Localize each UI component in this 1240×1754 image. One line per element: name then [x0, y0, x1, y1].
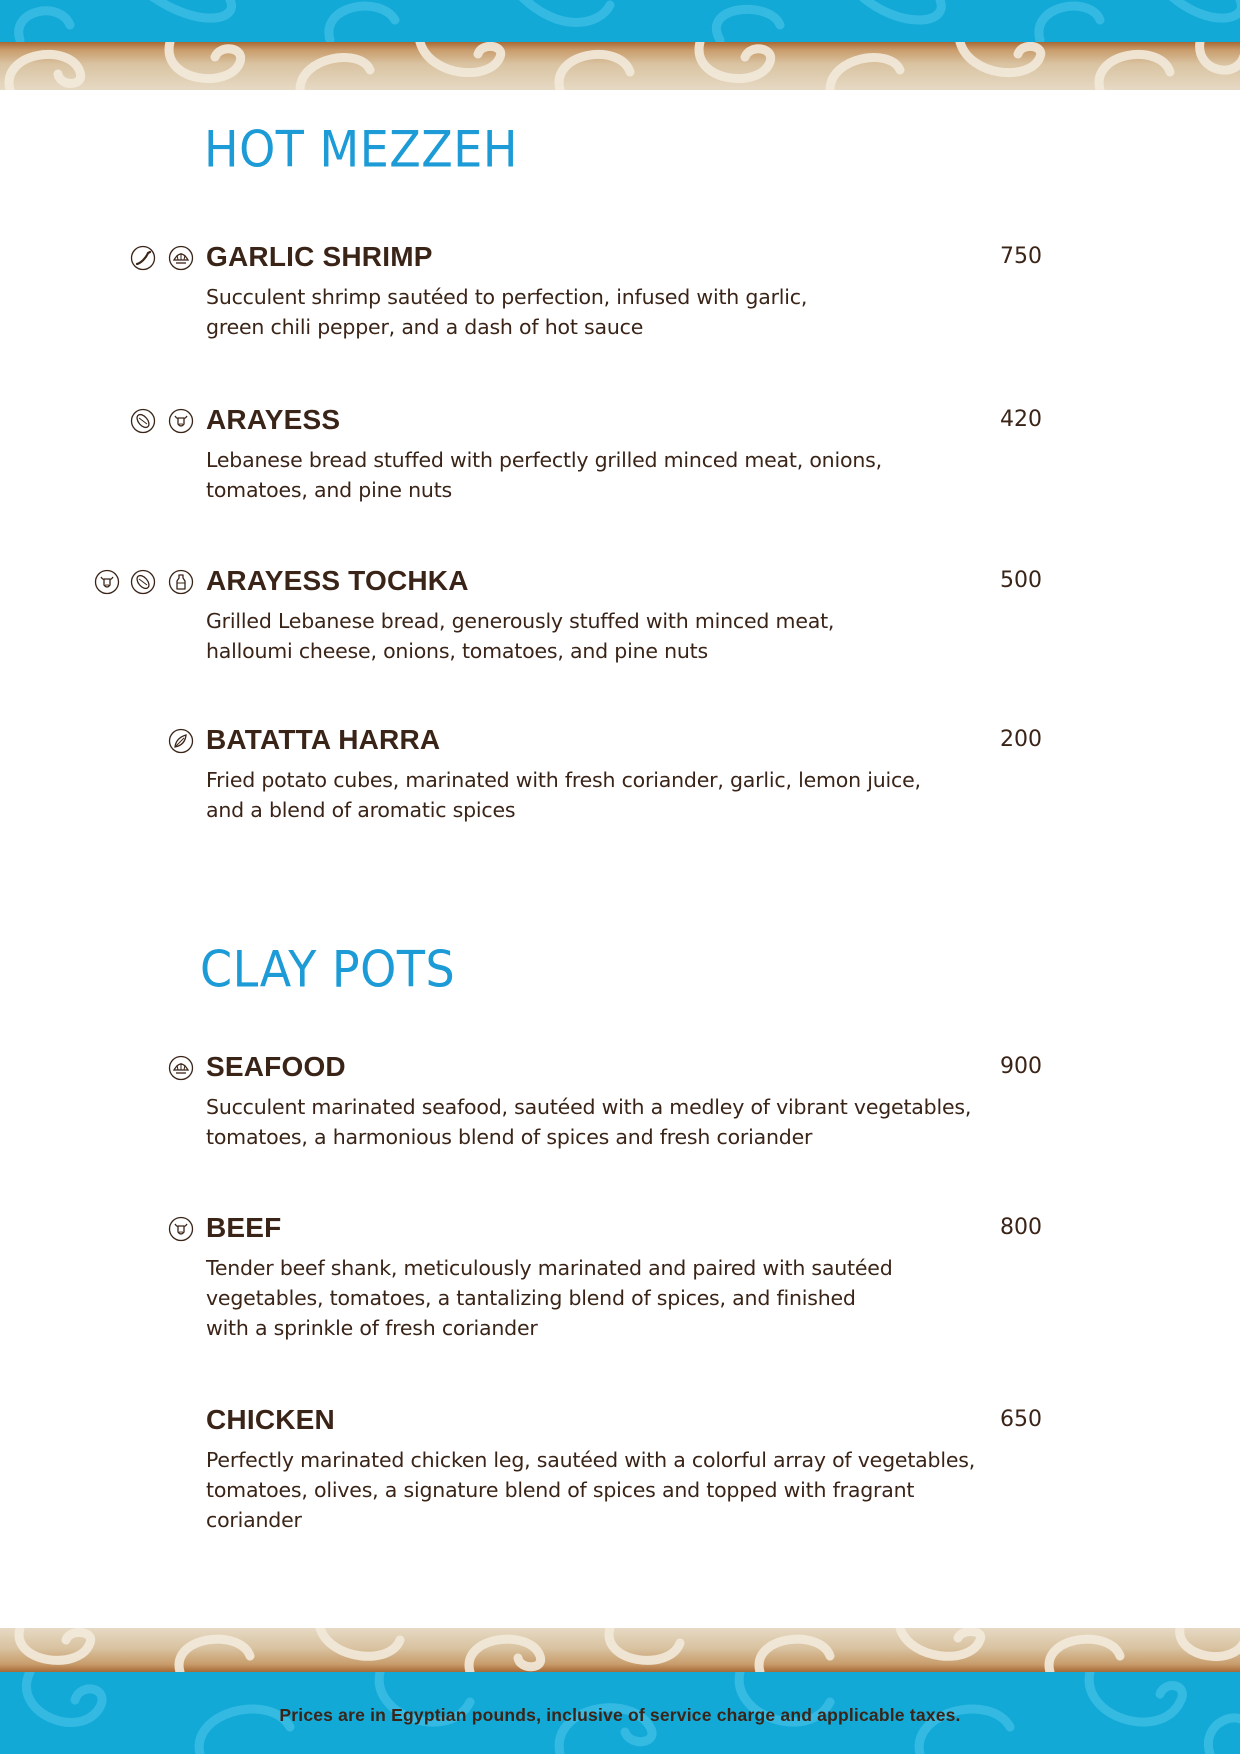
item-price: 800 [1000, 1215, 1042, 1240]
description-line: coriander [206, 1508, 302, 1532]
swirl-pattern-tan-bottom [0, 1628, 1240, 1672]
vegetarian-icon [168, 728, 194, 754]
item-name: CHICKEN [206, 1404, 335, 1435]
item-name: ARAYESS TOCHKA [206, 565, 469, 596]
beef-icon [168, 408, 194, 434]
item-description [206, 1253, 966, 1343]
description-line: Grilled Lebanese bread, generously stuffed with minced meat, [206, 609, 835, 633]
section-title-clay-pots: CLAY POTS [200, 940, 456, 999]
description-line: Succulent marinated seafood, sautéed with a medley of vibrant vegetables, [206, 1095, 972, 1119]
item-name: BEEF [206, 1212, 282, 1243]
description-line: Succulent shrimp sautéed to perfection, infused with garlic, [206, 285, 808, 309]
beef-icon [168, 1216, 194, 1242]
swirl-pattern-top [0, 0, 1240, 42]
description-line: tomatoes, a harmonious blend of spices and fresh coriander [206, 1125, 813, 1149]
description-line: tomatoes, and pine nuts [206, 478, 453, 502]
shellfish-icon [168, 245, 194, 271]
item-price: 500 [1000, 568, 1042, 593]
description-line: Lebanese bread stuffed with perfectly grilled minced meat, onions, [206, 448, 882, 472]
description-line: halloumi cheese, onions, tomatoes, and pine nuts [206, 639, 708, 663]
item-description [206, 606, 966, 666]
item-name: GARLIC SHRIMP [206, 241, 433, 272]
footer-blue-band [0, 1672, 1240, 1754]
footer-tan-band [0, 1628, 1240, 1672]
nuts-icon [130, 569, 156, 595]
item-price: 650 [1000, 1407, 1042, 1432]
description-line: Fried potato cubes, marinated with fresh coriander, garlic, lemon juice, [206, 768, 921, 792]
description-line: Tender beef shank, meticulously marinated and paired with sautéed [206, 1256, 893, 1280]
description-line: tomatoes, olives, a signature blend of spices and topped with fragrant [206, 1478, 915, 1502]
description-line: with a sprinkle of fresh coriander [206, 1316, 538, 1340]
description-line: and a blend of aromatic spices [206, 798, 516, 822]
item-description [206, 1092, 972, 1152]
beef-icon [94, 569, 120, 595]
description-line: vegetables, tomatoes, a tantalizing blend of spices, and finished [206, 1286, 856, 1310]
item-price: 750 [1000, 244, 1042, 269]
spicy-chili-icon [130, 245, 156, 271]
item-description [206, 445, 966, 505]
item-name: BATATTA HARRA [206, 724, 441, 755]
description-line: green chili pepper, and a dash of hot sauce [206, 315, 644, 339]
section-title-hot-mezzeh: HOT MEZZEH [204, 120, 518, 179]
nuts-icon [130, 408, 156, 434]
item-name: SEAFOOD [206, 1051, 346, 1082]
shellfish-icon [168, 1055, 194, 1081]
item-price: 900 [1000, 1054, 1042, 1079]
swirl-pattern-tan-top [0, 42, 1240, 90]
header-blue-band [0, 0, 1240, 42]
item-description [206, 282, 966, 342]
price-disclaimer: Prices are in Egyptian pounds, inclusive of service charge and applicable taxes. [279, 1705, 961, 1725]
dairy-milk-icon [168, 569, 194, 595]
item-price: 420 [1000, 407, 1042, 432]
item-name: ARAYESS [206, 404, 341, 435]
item-description [206, 1445, 976, 1535]
header-tan-band [0, 42, 1240, 90]
item-description [206, 765, 966, 825]
item-price: 200 [1000, 727, 1042, 752]
description-line: Perfectly marinated chicken leg, sautéed with a colorful array of vegetables, [206, 1448, 976, 1472]
